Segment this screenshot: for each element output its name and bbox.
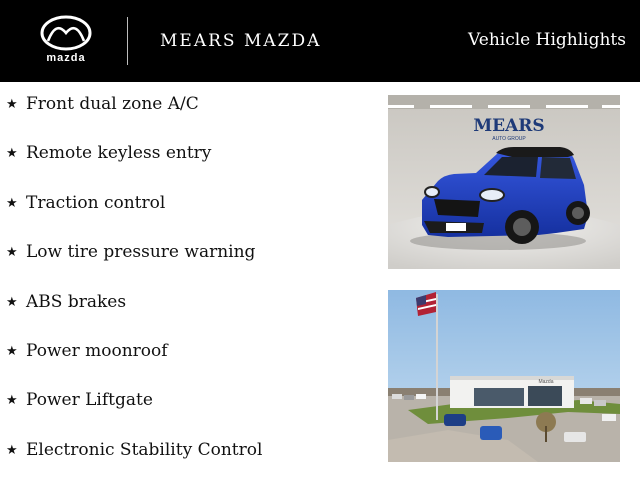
- feature-item: [6, 191, 262, 240]
- mazda-logo: [38, 14, 94, 66]
- header-bar: [0, 0, 640, 82]
- mazda-emblem-icon: [39, 14, 93, 52]
- feature-label: Front dual zone A/C: [26, 94, 199, 114]
- star-icon: ★: [6, 145, 18, 161]
- feature-item: [6, 92, 262, 141]
- star-icon: ★: [6, 441, 18, 457]
- feature-list: [6, 92, 262, 487]
- dealer-name: MEARS MAZDA: [160, 31, 322, 51]
- sign-subtext: AUTO GROUP: [492, 136, 526, 142]
- feature-label: Electronic Stability Control: [26, 439, 263, 460]
- feature-label: Low tire pressure warning: [26, 242, 256, 263]
- feature-item: [6, 240, 262, 289]
- feature-label: ABS brakes: [26, 291, 127, 312]
- star-icon: ★: [6, 293, 18, 309]
- feature-item: [6, 290, 262, 339]
- feature-item: [6, 388, 262, 437]
- header-divider: [127, 17, 128, 65]
- feature-label: Remote keyless entry: [26, 143, 212, 164]
- star-icon: ★: [6, 342, 18, 358]
- star-icon: ★: [6, 244, 18, 260]
- feature-label: Traction control: [26, 192, 166, 213]
- star-icon: ★: [6, 194, 18, 210]
- logo-wordmark: mazda: [46, 52, 86, 64]
- feature-item: [6, 339, 262, 388]
- vehicle-photo: [388, 95, 620, 269]
- dealership-photo: [388, 290, 620, 462]
- star-icon: ★: [6, 96, 18, 111]
- star-icon: ★: [6, 392, 18, 408]
- section-title: Vehicle Highlights: [468, 30, 626, 50]
- sign-text: MEARS: [473, 116, 545, 136]
- dealership-sign-text: Mazda: [538, 379, 554, 385]
- feature-label: Power moonroof: [26, 340, 168, 361]
- feature-item: [6, 141, 262, 190]
- feature-label: Power Liftgate: [26, 390, 153, 411]
